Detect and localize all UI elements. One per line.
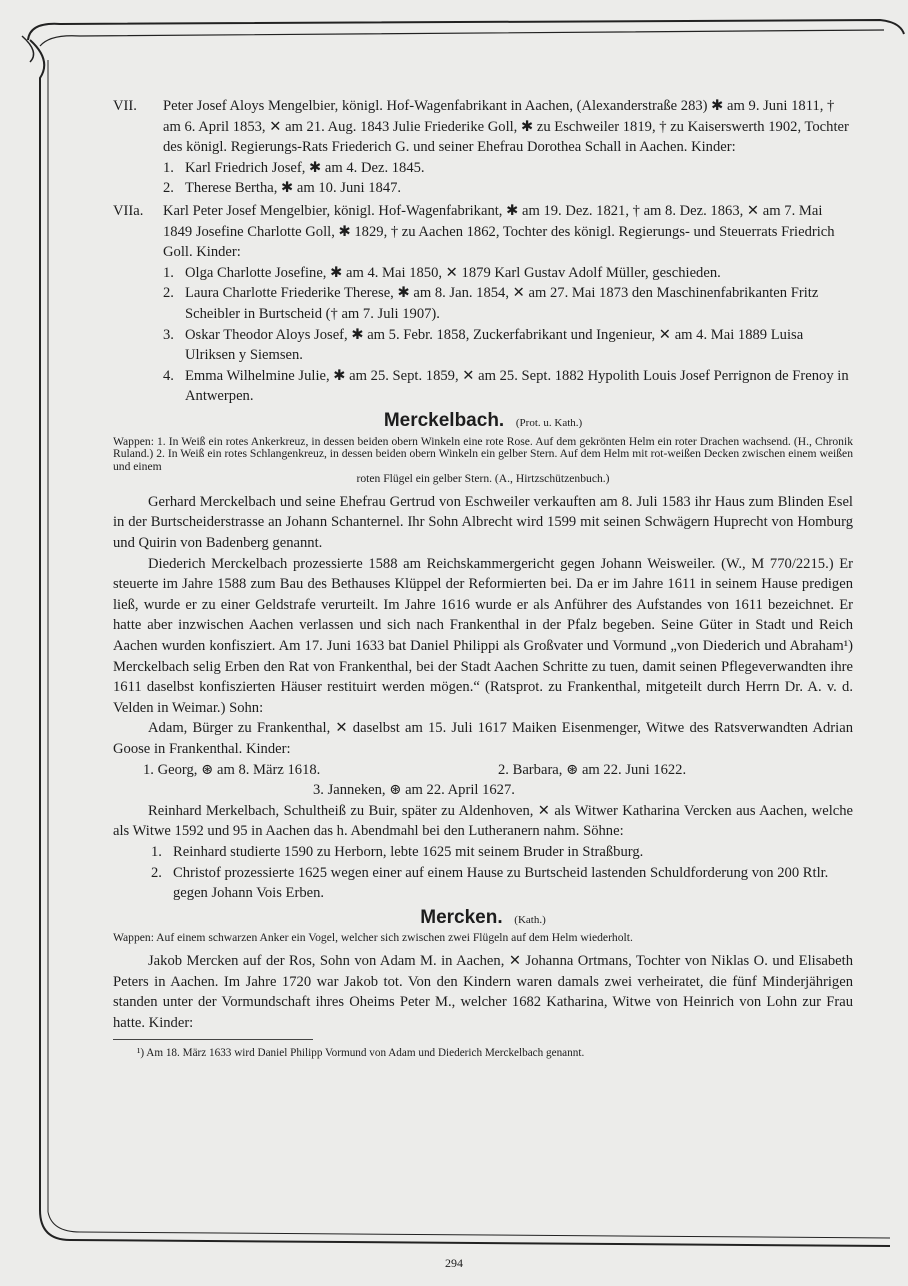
entry-number: VII.: [113, 98, 137, 114]
child-list: [113, 760, 853, 781]
section-title: Mercken.: [420, 906, 503, 928]
page-text: [113, 96, 853, 1060]
entry-text: Peter Josef Aloys Mengelbier, königl. Hof-Wagenfabrikant in Aachen, (Alexanderstraße 283) ✱ am 9. Juni 1811, † am 6. April 1853, ✕ am 21. Aug. 1843 Julie Friederike Goll, ✱ zu Eschweiler 1819, † zu Kaiserswerth 1902, Tochter des königl. Regierungs-Rats Friederich G. und seiner Ehefrau Dorothea Schall in Aachen. Kinder:: [163, 98, 849, 156]
list-item: 2. Christof prozessierte 1625 wegen einer auf einem Hause zu Burtscheid lastenden Schuldforderung von 200 Rtlr. gegen Johann Vois Erben.: [151, 864, 829, 902]
coat-of-arms-text-end: roten Flügel ein gelber Stern. (A., Hirtzschützenbuch.): [356, 472, 610, 486]
section-title: Merckelbach.: [383, 409, 505, 431]
footnote-rule: [113, 1039, 313, 1040]
paragraph: Gerhard Merckelbach und seine Ehefrau Gertrud von Eschweiler verkauften am 8. Juli 1583 ihr Haus zum Blinden Esel in der Burtscheiderstrasse an Johann Schanternel. Ihr Sohn Albrecht wird 1599 mit seinen Schwägern Huprecht von Homburg und Quirin von Badenberg genannt.: [113, 493, 853, 552]
paragraph: Reinhard Merkelbach, Schultheiß zu Buir, später zu Aldenhoven, ✕ als Witwer Katharina Vercken aus Aachen, welche als Witwe 1592 und 95 in Aachen das h. Abendmahl bei den Lutheranern nahm. Söhne:: [113, 802, 853, 840]
list-item: 1. Olga Charlotte Josefine, ✱ am 4. Mai 1850, ✕ 1879 Karl Gustav Adolf Müller, geschieden.: [163, 264, 721, 281]
entry-viia: [113, 201, 853, 263]
sons-list: [113, 842, 853, 904]
footnote: ¹) Am 18. März 1633 wird Daniel Philipp Vormund von Adam und Diederich Merckelbach genannt.: [137, 1047, 585, 1060]
page-number: 294: [445, 1256, 463, 1270]
coat-of-arms-text: Wappen: 1. In Weiß ein rotes Ankerkreuz, in dessen beiden obern Winkeln eine rote Rose. Auf dem gekrönten Helm ein roter Drachen wachsend. (H., Chronik Ruland.) 2. In Weiß ein rotes Schlangenkreuz, in dessen beiden obern Winkeln ein gelber Stern. Auf dem Helm mit rot-weißen Decken zwischen einem weißen und einem: [113, 434, 853, 473]
section-heading-merckelbach: [113, 411, 853, 434]
entry-vii: [113, 96, 853, 158]
list-item: 2. Barbara, ⊛ am 22. Juni 1622.: [498, 761, 687, 778]
list-item: 3. Oskar Theodor Aloys Josef, ✱ am 5. Febr. 1858, Zuckerfabrikant und Ingenieur, ✕ am 4. Mai 1889 Luisa Ulriksen y Siemsen.: [163, 326, 804, 364]
list-item: 3. Janneken, ⊛ am 22. April 1627.: [313, 782, 515, 799]
list-item: 4. Emma Wilhelmine Julie, ✱ am 25. Sept. 1859, ✕ am 25. Sept. 1882 Hypolith Louis Josef Perrignon de Frenoy in Antwerpen.: [163, 367, 849, 405]
child-list: [113, 263, 853, 407]
section-subtitle: (Kath.): [514, 913, 546, 926]
section-subtitle: (Prot. u. Kath.): [515, 416, 583, 429]
section-heading-mercken: [113, 908, 853, 931]
list-item: 2. Therese Bertha, ✱ am 10. Juni 1847.: [163, 180, 402, 197]
list-item: 1. Karl Friedrich Josef, ✱ am 4. Dez. 1845.: [163, 159, 425, 176]
coat-of-arms-text: Wappen: Auf einem schwarzen Anker ein Vogel, welcher sich zwischen zwei Flügeln auf dem Helm wiederholt.: [113, 931, 633, 945]
child-list: [113, 158, 853, 199]
entry-number: VIIa.: [113, 202, 144, 219]
entry-text: Karl Peter Josef Mengelbier, königl. Hof-Wagenfabrikant, ✱ am 19. Dez. 1821, † am 8. Dez. 1863, ✕ am 7. Mai 1849 Josefine Charlotte Goll, ✱ 1829, † zu Aachen 1862, Tochter des königl. Regierungs- und Steuerrats Friedrich Goll. Kinder:: [163, 202, 835, 261]
list-item: 1. Georg, ⊛ am 8. März 1618.: [143, 761, 321, 778]
paragraph: Diederich Merckelbach prozessierte 1588 am Reichskammergericht gegen Johann Weisweiler. (W., M 770/2215.) Er steuerte im Jahre 1588 zum Bau des Bethauses Klüppel der Reformierten bei. Da er im Jahre 1611 in seinem Hause predigen ließ, wurde er zu einer Geldstrafe verurteilt. Im Jahre 1616 wurde er als Anführer des Aufstandes von 1611 bezeichnet. Er hatte aber inzwischen Aachen verlassen und sich nach Frankenthal in der Pfalz begeben. Seine Güter in Stadt und Reich Aachen wurden konfisziert. Am 17. Juni 1633 bat Daniel Philippi als Großvater und Vormund „von Diederich und Abraham¹) Merckelbach selig Erben den Rat von Frankenthal, bei der Stadt Aachen Schritte zu tuen, damit seinen Pflegeverwandten ihre 1611 daselbst konfiszierten Häuser restituirt werden mögen.“ (Ratsprot. zu Frankenthal, mitgeteilt durch Herrn Dr. A. v. d. Velden in Weimar.) Sohn:: [113, 555, 853, 716]
paragraph: Jakob Mercken auf der Ros, Sohn von Adam M. in Aachen, ✕ Johanna Ortmans, Tochter von Niklas O. und Elisabeth Peters in Aachen. Im Jahre 1720 war Jakob tot. Von den Kindern waren damals zwei verheiratet, die fünf Minderjährigen standen unter der Vormundschaft ihres Oheims Peter M., welcher 1682 Katharina, Witwe von Heinrich von Lohn zur Frau hatte. Kinder:: [113, 952, 853, 1031]
list-item: 1. Reinhard studierte 1590 zu Herborn, lebte 1625 mit seinem Bruder in Straßburg.: [151, 843, 644, 860]
paragraph: Adam, Bürger zu Frankenthal, ✕ daselbst am 15. Juli 1617 Maiken Eisenmenger, Witwe des Ratsverwandten Adrian Goose in Frankenthal. Kinder:: [113, 720, 853, 757]
list-item: 2. Laura Charlotte Friederike Therese, ✱ am 8. Jan. 1854, ✕ am 27. Mai 1873 den Maschinenfabrikanten Fritz Scheibler in Burtscheid († am 7. Juli 1907).: [163, 285, 819, 322]
